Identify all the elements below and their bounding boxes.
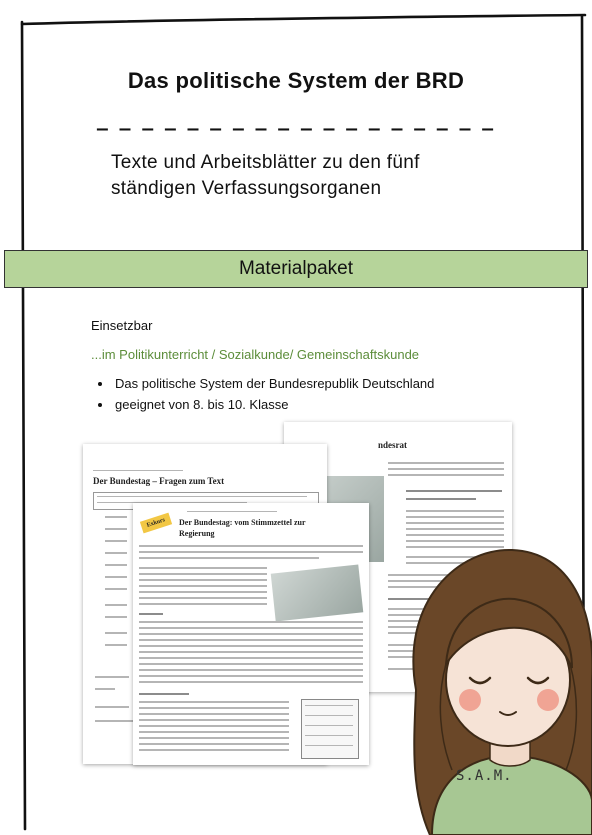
usage-subjects: ...im Politikunterricht / Sozialkunde/ Gemeinschaftskunde (91, 347, 420, 362)
subtitle-line-2: ständigen Verfassungsorganen (111, 178, 382, 199)
avatar-initials: S.A.M. (456, 768, 513, 784)
worksheet-center-title-1: Der Bundestag: vom Stimmzettel zur (179, 518, 306, 527)
exkurs-ribbon: Exkurs (140, 513, 172, 534)
document-title: Das politische System der BRD (127, 68, 465, 93)
materialpaket-banner: Materialpaket (4, 250, 588, 288)
feature-item: • geeignet von 8. bis 10. Klasse (113, 394, 434, 415)
feature-item: • Das politische System der Bundesrepublik Deutschland (113, 373, 434, 394)
title-divider: _ _ _ _ _ _ _ _ _ _ _ _ _ _ _ _ _ _ (96, 106, 496, 131)
usage-label: Einsetzbar (91, 318, 153, 333)
subtitle-line-1: Texte und Arbeitsblätter zu den fünf (111, 152, 420, 173)
worksheet-left-title: Der Bundestag – Fragen zum Text (93, 476, 225, 486)
worksheet-right-title: ndesrat (378, 440, 407, 450)
worksheet-center-title-2: Regierung (179, 529, 215, 538)
